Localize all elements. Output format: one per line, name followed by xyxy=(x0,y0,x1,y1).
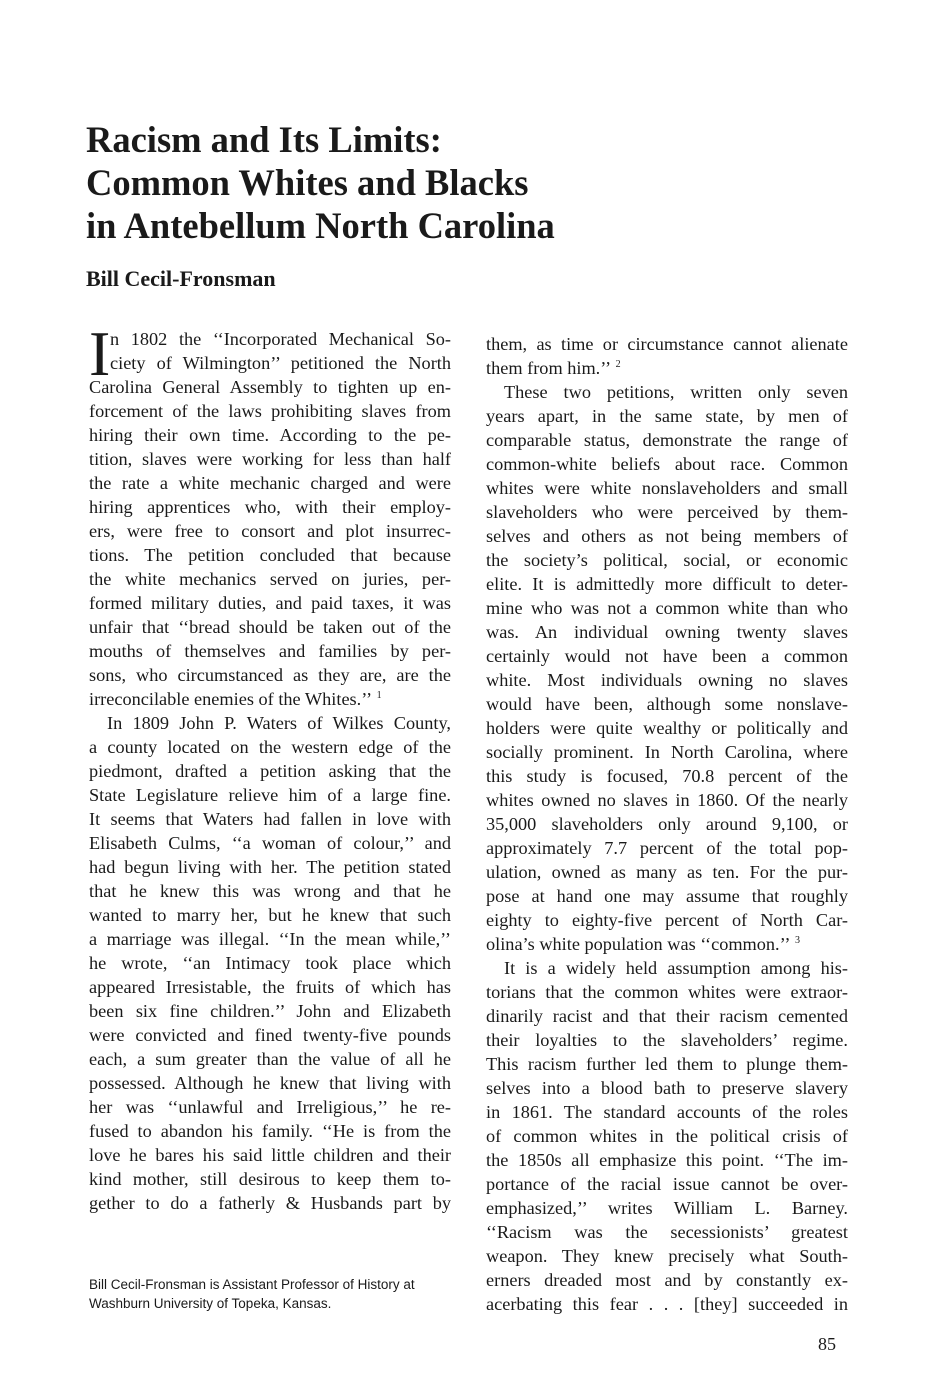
text-line: emphasized,’’ writes William L. Barney. xyxy=(486,1198,848,1218)
article-author: Bill Cecil-Fronsman xyxy=(86,266,276,291)
text-line: the rate a white mechanic charged and were xyxy=(89,473,451,493)
footnote-line: Washburn University of Topeka, Kansas. xyxy=(89,1296,332,1311)
paragraph xyxy=(486,332,848,380)
text-line: kind mother, still desirous to keep them to- xyxy=(89,1169,451,1189)
text-line: socially prominent. In North Carolina, where xyxy=(486,742,848,762)
paragraph xyxy=(486,956,848,1316)
text-line: ulation, owned as many as ten. For the pur- xyxy=(486,862,848,882)
text-line: eighty to eighty-five percent of North Car- xyxy=(486,910,848,930)
text-line: It is a widely held assumption among his- xyxy=(504,958,848,978)
text-line: holders were quite wealthy or politically and xyxy=(486,718,848,738)
text-line: ers, were free to consort and plot insurrec- xyxy=(89,521,451,541)
text-line: fused to abandon his family. ‘‘He is from the xyxy=(89,1121,451,1141)
text-line: State Legislature relieve him of a large fine. xyxy=(89,785,451,805)
text-line: torians that the common whites were extraor- xyxy=(486,982,848,1002)
text-line: selves and others as not being members of xyxy=(486,526,848,546)
text-line: been six fine children.’’ John and Elizabeth xyxy=(89,1001,451,1021)
text-line: These two petitions, written only seven xyxy=(504,382,848,402)
text-line xyxy=(89,687,451,711)
paragraph xyxy=(486,380,848,956)
text-line: dinarily racist and that their racism cemented xyxy=(486,1006,848,1026)
text-line: had begun living with her. The petition stated xyxy=(89,857,451,877)
text-line: slaveholders who were perceived by them- xyxy=(486,502,848,522)
text-line: In 1809 John P. Waters of Wilkes County, xyxy=(107,713,451,733)
text-line: acerbating this fear . . . [they] succeeded in xyxy=(486,1294,848,1314)
text-line: This racism further led them to plunge them- xyxy=(486,1054,848,1074)
text-line: were convicted and fined twenty-five pounds xyxy=(89,1025,451,1045)
text-line: ‘‘Racism was the secessionists’ greatest xyxy=(486,1222,848,1242)
text-line: tition, slaves were working for less than half xyxy=(89,449,451,469)
text-line: that he knew this was wrong and that he xyxy=(89,881,451,901)
text-line: appeared Irresistable, the fruits of which has xyxy=(89,977,451,997)
text-line: this study is focused, 70.8 percent of the xyxy=(486,766,848,786)
text-line: pose at hand one may assume that roughly xyxy=(486,886,848,906)
text-line: n 1802 the ‘‘Incorporated Mechanical So- xyxy=(110,329,451,349)
text-line: erners dreaded most and by constantly ex- xyxy=(486,1270,848,1290)
text-line: tions. The petition concluded that because xyxy=(89,545,451,565)
paragraph xyxy=(89,711,451,1215)
article-title xyxy=(86,118,786,247)
text-line: It seems that Waters had fallen in love with xyxy=(89,809,451,829)
text-line: the society’s political, social, or economic xyxy=(486,550,848,570)
drop-cap: I xyxy=(89,318,111,389)
footnote-line: Bill Cecil-Fronsman is Assistant Professor of History at xyxy=(89,1277,415,1292)
text-line: selves into a blood bath to preserve slavery xyxy=(486,1078,848,1098)
text-line: her was ‘‘unlawful and Irreligious,’’ he re- xyxy=(89,1097,451,1117)
text-line: Carolina General Assembly to tighten up en- xyxy=(89,377,451,397)
text-line: would have been, although some nonslave- xyxy=(486,694,848,714)
text-line: love he bares his said little children and their xyxy=(89,1145,451,1165)
text-line: approximately 7.7 percent of the total pop- xyxy=(486,838,848,858)
text-line: hiring apprentices who, with their employ- xyxy=(89,497,451,517)
text-line: the 1850s all emphasize this point. ‘‘The im- xyxy=(486,1150,848,1170)
footnote-marker: 3 xyxy=(795,935,801,946)
text-line xyxy=(486,932,848,956)
text-line: gether to do a fatherly & Husbands part by xyxy=(89,1193,451,1213)
page-number: 85 xyxy=(818,1334,836,1354)
right-column xyxy=(486,332,848,1316)
text-line xyxy=(486,356,848,380)
text-line: possessed. Although he knew that living with xyxy=(89,1073,451,1093)
text-line: formed military duties, and paid taxes, it was xyxy=(89,593,451,613)
text-line: the white mechanics served on juries, per- xyxy=(89,569,451,589)
text-line: each, a sum greater than the value of all he xyxy=(89,1049,451,1069)
text-line: in 1861. The standard accounts of the roles xyxy=(486,1102,848,1122)
text-line: hiring their own time. According to the pe- xyxy=(89,425,451,445)
text-line: weapon. They knew precisely what South- xyxy=(486,1246,848,1266)
text-line: mine who was not a common white than who xyxy=(486,598,848,618)
author-footnote xyxy=(89,1275,451,1313)
text-line-content: olina’s white population was ‘‘common.’’ xyxy=(486,934,791,954)
text-line: their loyalties to the slaveholders’ regime. xyxy=(486,1030,848,1050)
text-line: 35,000 slaveholders only around 9,100, or xyxy=(486,814,848,834)
text-line: sons, who circumstanced as they are, are the xyxy=(89,665,451,685)
text-line: ciety of Wilmington’’ petitioned the North xyxy=(110,353,451,373)
text-line: forcement of the laws prohibiting slaves from xyxy=(89,401,451,421)
footnote-marker: 2 xyxy=(615,359,621,370)
text-line: a county located on the western edge of the xyxy=(89,737,451,757)
title-line: Common Whites and Blacks xyxy=(86,162,529,203)
text-line: of common whites in the political crisis of xyxy=(486,1126,848,1146)
footnote-marker: 1 xyxy=(376,690,382,701)
text-line: white. Most individuals owning no slaves xyxy=(486,670,848,690)
text-line: them, as time or circumstance cannot alienate xyxy=(486,334,848,354)
text-line: elite. It is admittedly more difficult to deter- xyxy=(486,574,848,594)
text-line: whites were white nonslaveholders and small xyxy=(486,478,848,498)
text-line: wanted to marry her, but he knew that such xyxy=(89,905,451,925)
text-line: certainly would not have been a common xyxy=(486,646,848,666)
text-line: piedmont, drafted a petition asking that the xyxy=(89,761,451,781)
left-column xyxy=(89,318,451,1215)
text-line: was. An individual owning twenty slaves xyxy=(486,622,848,642)
text-line: comparable status, demonstrate the range of xyxy=(486,430,848,450)
text-line: common-white beliefs about race. Common xyxy=(486,454,848,474)
text-line: mouths of themselves and families by per- xyxy=(89,641,451,661)
text-line: portance of the racial issue cannot be over- xyxy=(486,1174,848,1194)
text-line: Elisabeth Culms, ‘‘a woman of colour,’’ and xyxy=(89,833,451,853)
text-line-content: irreconcilable enemies of the Whites.’’ xyxy=(89,689,373,709)
text-line-content: them from him.’’ xyxy=(486,358,612,378)
text-line: years apart, in the same state, by men of xyxy=(486,406,848,426)
paragraph xyxy=(89,318,451,711)
text-line: whites owned no slaves in 1860. Of the nearly xyxy=(486,790,848,810)
text-line: he wrote, ‘‘an Intimacy took place which xyxy=(89,953,451,973)
title-line: Racism and Its Limits: xyxy=(86,119,442,160)
title-line: in Antebellum North Carolina xyxy=(86,205,555,246)
text-line: a marriage was illegal. ‘‘In the mean while,’’ xyxy=(89,929,451,949)
text-line: unfair that ‘‘bread should be taken out of the xyxy=(89,617,451,637)
